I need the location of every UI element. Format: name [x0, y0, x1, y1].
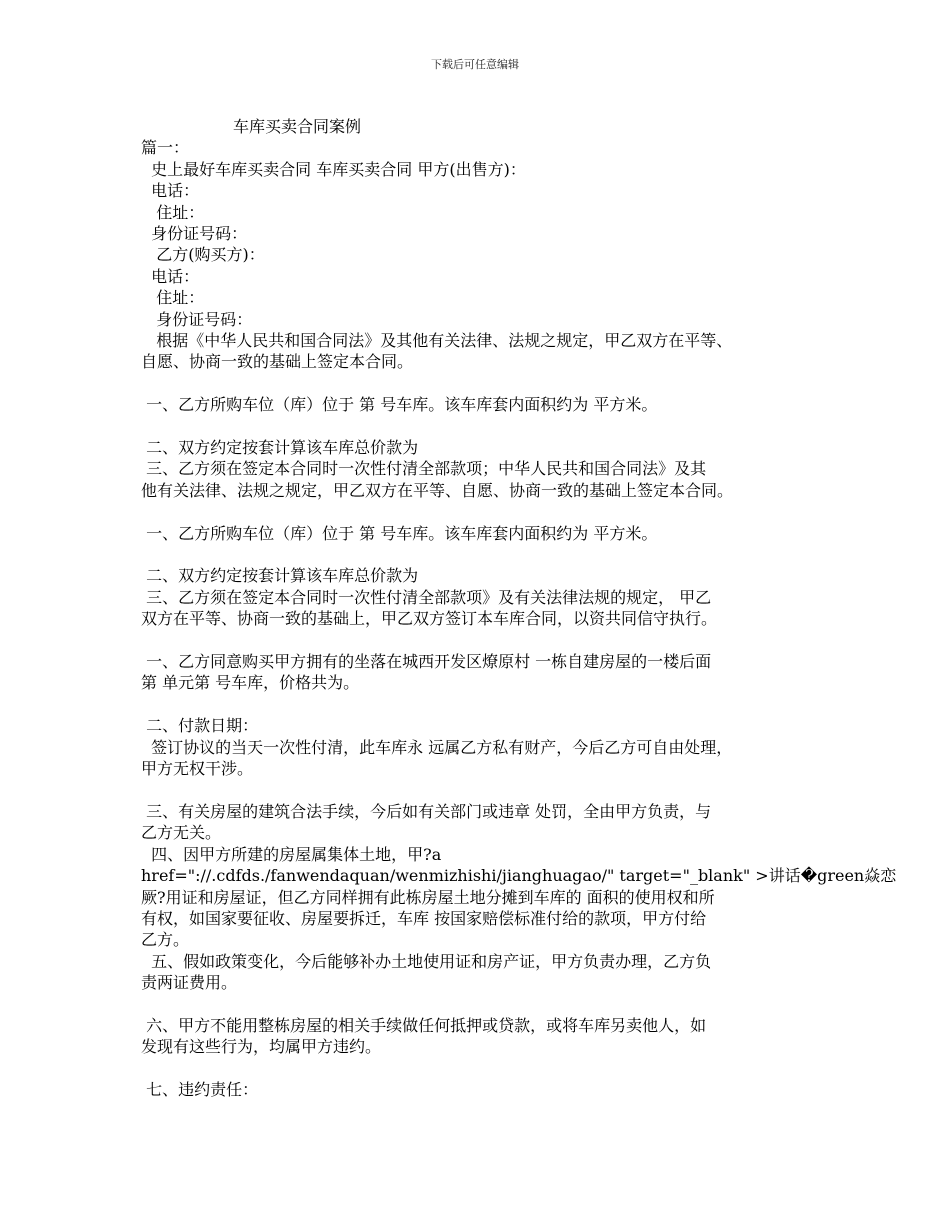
text-line: 身份证号码：: [141, 224, 248, 244]
text-line: 四、因甲方所建的房屋属集体土地，甲?a: [141, 844, 442, 864]
text-line: 自愿、协商一致的基础上签定本合同。: [141, 352, 414, 372]
text-line: 篇一：: [141, 138, 190, 158]
text-line: 责两证费用。: [141, 973, 238, 993]
page-header: 下载后可任意编辑: [431, 58, 519, 71]
text-line: 身份证号码：: [141, 309, 253, 329]
text-line: 一、乙方所购车位（库）位于 第 号车库。该车库套内面积约为 平方米。: [141, 523, 658, 543]
text-line: 住址：: [141, 202, 205, 222]
text-line: 根据《中华人民共和国合同法》及其他有关法律、法规之规定，甲乙双方在平等、: [141, 331, 733, 351]
text-line: 第 单元第 号车库，价格共为。: [141, 673, 360, 693]
text-line: 签订协议的当天一次性付清，此车库永 远属乙方私有财产，今后乙方可自由处理，: [141, 737, 733, 757]
document-body: [141, 116, 897, 1101]
text-line: 乙方(购买方)：: [141, 245, 265, 265]
text-line: 二、双方约定按套计算该车库总价款为: [141, 566, 419, 586]
text-line: 七、违约责任：: [141, 1080, 259, 1100]
text-line: 六、甲方不能用整栋房屋的相关手续做任何抵押或贷款，或将车库另卖他人，如: [141, 1015, 707, 1035]
text-line: 有权，如国家要征收、房屋要拆迁，车库 按国家赔偿标准付给的款项，甲方付给: [141, 908, 707, 928]
blank-line: [141, 416, 831, 437]
text-line: 电话：: [141, 181, 200, 201]
blank-line: [141, 373, 831, 394]
text-line: 二、双方约定按套计算该车库总价款为: [141, 438, 419, 458]
text-line: 住址：: [141, 288, 205, 308]
blank-line: [141, 630, 831, 651]
text-line: 甲方无权干涉。: [141, 759, 254, 779]
text-line: 他有关法律、法规之规定，甲乙双方在平等、自愿、协商一致的基础上签定本合同。: [141, 480, 734, 500]
text-line: 一、乙方所购车位（库）位于 第 号车库。该车库套内面积约为 平方米。: [141, 395, 658, 415]
text-line: 史上最好车库买卖合同 车库买卖合同 甲方(出售方)：: [141, 159, 526, 179]
text-line: 二、付款日期：: [141, 716, 259, 736]
document-title: 车库买卖合同案例: [233, 117, 362, 136]
blank-line: [141, 1058, 831, 1079]
text-line: 五、假如政策变化，今后能够补办土地使用证和房产证，甲方负责办理，乙方负: [141, 951, 712, 971]
blank-line: [141, 501, 831, 522]
text-line: 厥?用证和房屋证，但乙方同样拥有此栋房屋土地分摊到车库的 面积的使用权和所: [141, 887, 715, 907]
text-line: 电话：: [141, 266, 200, 286]
blank-line: [141, 544, 831, 565]
text-line: 一、乙方同意购买甲方拥有的坐落在城西开发区燎原村 一栋自建房屋的一楼后面: [141, 652, 712, 672]
text-line: 乙方无关。: [141, 823, 222, 843]
text-line: 发现有这些行为，均属甲方违约。: [141, 1037, 382, 1057]
text-line: 三、乙方须在签定本合同时一次性付清全部款项；中华人民共和国合同法》及其: [141, 459, 707, 479]
blank-line: [141, 780, 831, 801]
text-line: 三、有关房屋的建筑合法手续，今后如有关部门或违章 处罚，全由甲方负责，与: [141, 801, 712, 821]
document-lines: [141, 137, 897, 1100]
text-line: 双方在平等、协商一致的基础上，甲乙双方签订本车库合同，以资共同信守执行。: [141, 609, 718, 629]
text-line: 三、乙方须在签定本合同时一次性付清全部款项》及有关法律法规的规定， 甲乙: [141, 587, 712, 607]
text-line: href="://.cdfds./fanwendaquan/wenmizhishi/jianghuagao/" target="_blank" >讲话�green焱恋: [141, 866, 897, 886]
text-line: 乙方。: [141, 930, 190, 950]
blank-line: [141, 994, 831, 1015]
blank-line: [141, 694, 831, 715]
